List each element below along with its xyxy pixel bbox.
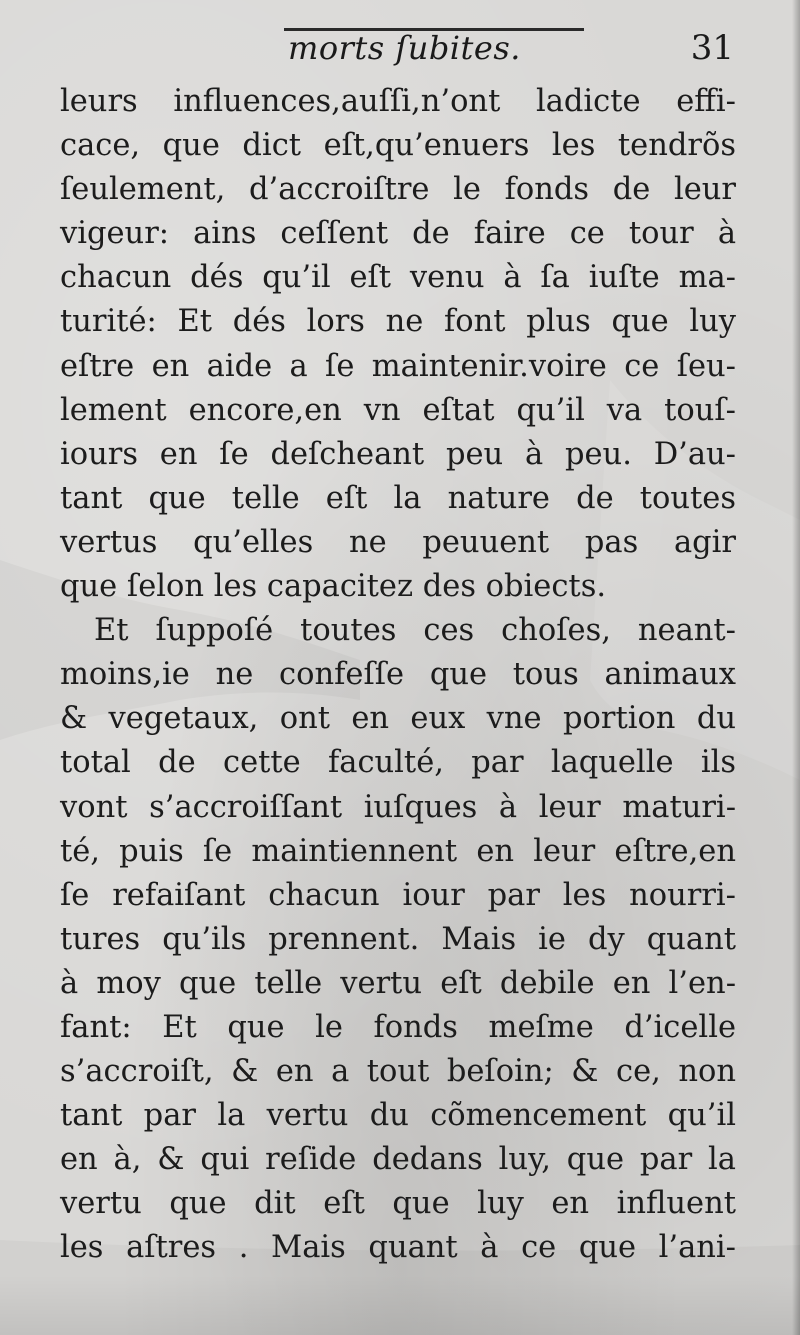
running-head [62,22,738,78]
page-bottom-shadow [0,1275,800,1335]
text-line: fant: Et que le fonds meſme d’icelle [60,1009,736,1045]
text-line: & vegetaux, ont en eux vne portion du [60,701,736,737]
page-number: 31 [690,28,734,68]
text-line: les aſtres . Mais quant à ce que l’ani- [60,1230,736,1266]
running-title: morts ſubites. [288,29,521,67]
text-line: en à, & qui reſide dedans luy, que par la [60,1142,736,1178]
text-line: à moy que telle vertu eſt debile en l’en- [60,965,736,1001]
text-line: turité: Et dés lors ne font plus que luy [60,304,736,340]
text-line: tant que telle eſt la nature de toutes [60,480,736,516]
text-line: chacun dés qu’il eſt venu à ſa iuſte ma- [60,260,736,296]
text-line: s’accroiſt, & en a tout beſoin; & ce, non [60,1054,736,1090]
text-line: cace, que dict eſt,qu’enuers les tendrõs [60,128,736,164]
text-line: ſeulement, d’accroiſtre le fonds de leur [60,172,736,208]
text-line: eſtre en aide a ſe maintenir.voire ce ſeu- [60,348,736,384]
text-line: Et ſuppoſé toutes ces choſes, neant- [94,613,736,649]
text-line: té, puis ſe maintiennent en leur eſtre,en [60,833,736,869]
text-line: que ſelon les capacitez des obiects. [60,569,607,605]
text-line: lement encore,en vn eſtat qu’il va touſ- [60,392,736,428]
body-text [60,80,736,1271]
text-line: vertus qu’elles ne peuuent pas agir [60,524,736,560]
text-line: moins,ie ne confeſſe que tous animaux [60,657,736,693]
text-line: total de cette faculté, par laquelle ils [60,745,736,781]
text-line: vigeur: ains ceſſent de faire ce tour à [60,216,736,252]
text-line: iours en ſe deſcheant peu à peu. D’au- [60,436,736,472]
text-line: leurs influences,auſſi,n’ont ladicte effi- [60,84,736,119]
text-line: vertu que dit eſt que luy en influent [60,1186,736,1222]
text-line: ſe refaiſant chacun iour par les nourri- [60,877,736,913]
text-line: tant par la vertu du cõmencement qu’il [60,1098,736,1134]
page-edge-shadow [792,0,800,1335]
text-line: vont s’accroiſſant iuſques à leur maturi- [60,789,736,825]
text-line: tures qu’ils prennent. Mais ie dy quant [60,921,736,957]
